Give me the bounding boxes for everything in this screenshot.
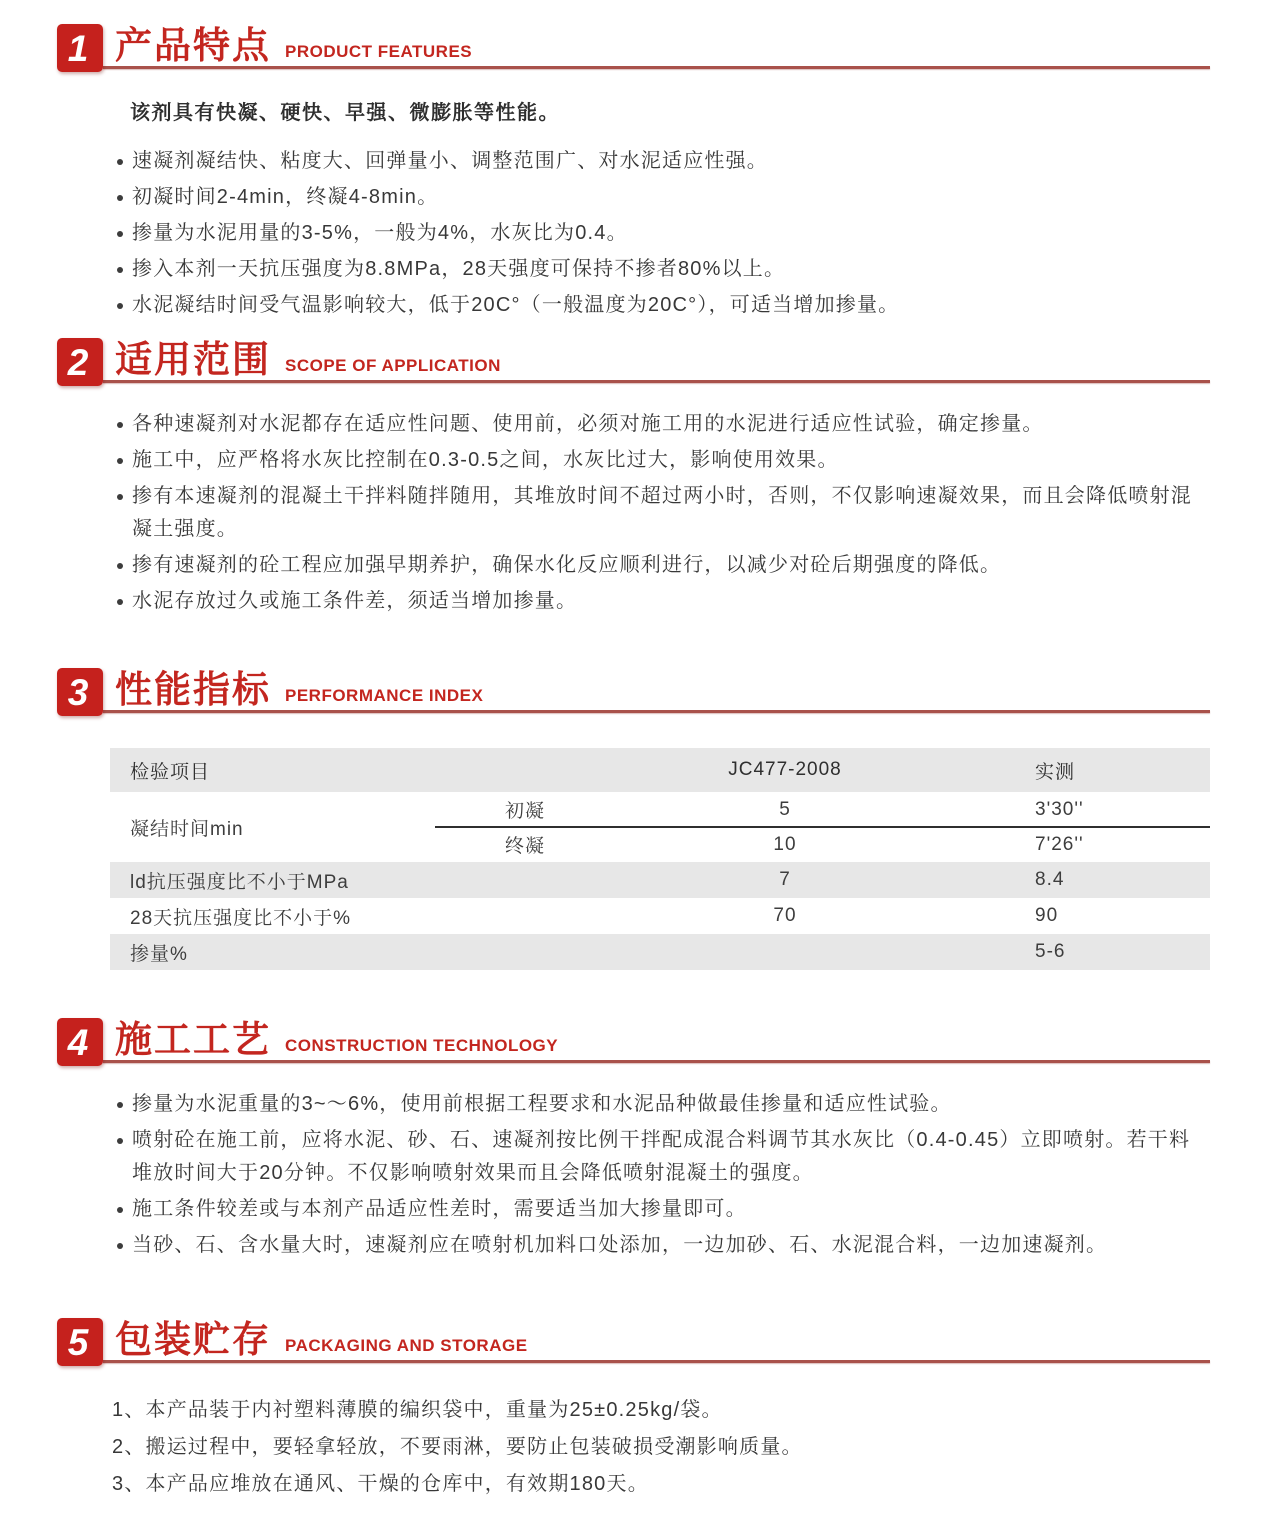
bullet-item: 水泥凝结时间受气温影响较大，低于20C°（一般温度为20C°），可适当增加掺量。 [115, 289, 1201, 322]
section-number-badge [57, 1018, 103, 1066]
bullet-item: 施工条件较差或与本剂产品适应性差时，需要适当加大掺量即可。 [115, 1193, 1201, 1226]
bullet-item: 喷射砼在施工前，应将水泥、砂、石、速凝剂按比例干拌配成混合料调节其水灰比（0.4-0.45）立即喷射。若干料堆放时间大于20分钟。不仅影响喷射效果而且会降低喷射混凝土的强度。 [115, 1124, 1201, 1190]
row-item: 28天抗压强度比不小于% [130, 907, 352, 929]
bullet-item: 各种速凝剂对水泥都存在适应性问题、使用前，必须对施工用的水泥进行适应性试验，确定掺量。 [115, 408, 1201, 441]
section-header [57, 338, 1210, 388]
bullet-item: 当砂、石、含水量大时，速凝剂应在喷射机加料口处添加，一边加砂、石、水泥混合料，一边加速凝剂。 [115, 1229, 1201, 1262]
subrow-standard: 10 [773, 833, 797, 855]
section-construction-technology [57, 1018, 1210, 1265]
section-title-zh: 性能指标 [115, 669, 271, 710]
table-header-row [110, 748, 1210, 792]
subrow-label: 初凝 [505, 801, 546, 822]
section-number-badge [57, 24, 103, 72]
row-standard: 70 [773, 905, 797, 926]
bullet-list [115, 1088, 1201, 1262]
header-titles [115, 1321, 528, 1358]
section-scope-of-application [57, 338, 1210, 621]
section-product-features [57, 24, 1210, 325]
section-title-zh: 产品特点 [115, 25, 271, 66]
header-measured: 实测 [1035, 761, 1076, 783]
table-subrow [480, 827, 1210, 862]
section-intro: 该剂具有快凝、硬快、早强、微膨胀等性能。 [130, 102, 560, 124]
section-number-badge [57, 338, 103, 386]
row-measured: 90 [1035, 905, 1059, 926]
table-row [110, 898, 1210, 934]
section-title-en: PRODUCT FEATURES [285, 42, 473, 61]
bullet-item: 初凝时间2-4min，终凝4-8min。 [115, 181, 1201, 214]
row-standard: 7 [779, 869, 791, 890]
header-item: 检验项目 [130, 761, 211, 783]
section-title-en: PACKAGING AND STORAGE [285, 1336, 528, 1355]
subrow-measured: 7'26'' [1035, 833, 1084, 855]
bullet-item: 掺有速凝剂的砼工程应加强早期养护，确保水化反应顺利进行，以减少对砼后期强度的降低。 [115, 549, 1201, 582]
subrow-standard: 5 [779, 798, 791, 820]
table-subrow [480, 792, 1210, 827]
section-header [57, 668, 1210, 718]
header-underline [103, 380, 1210, 383]
section-header [57, 24, 1210, 74]
section-title-zh: 包装贮存 [115, 1319, 271, 1360]
bullet-item: 掺量为水泥用量的3-5%，一般为4%，水灰比为0.4。 [115, 217, 1201, 250]
setting-time-label: 凝结时间min [130, 818, 244, 840]
section-number: 3 [67, 671, 89, 713]
section-packaging-and-storage [57, 1318, 1210, 1503]
numbered-item: 1、本产品装于内衬塑料薄膜的编织袋中，重量为25±0.25kg/袋。 [112, 1399, 723, 1421]
header-underline [103, 1060, 1210, 1063]
header-titles [115, 27, 472, 64]
header-titles [115, 671, 483, 708]
section-title-zh: 适用范围 [115, 339, 271, 380]
section-number: 5 [67, 1321, 89, 1363]
subrow-measured: 3'30'' [1035, 798, 1084, 820]
section-title-en: SCOPE OF APPLICATION [285, 356, 501, 375]
section-title-en: CONSTRUCTION TECHNOLOGY [285, 1036, 559, 1055]
row-item: 掺量% [130, 943, 188, 965]
bullet-item: 水泥存放过久或施工条件差，须适当增加掺量。 [115, 585, 1201, 618]
section-performance-index [57, 668, 1210, 970]
performance-table [110, 748, 1210, 970]
numbered-item: 2、搬运过程中，要轻拿轻放，不要雨淋，要防止包装破损受潮影响质量。 [112, 1436, 803, 1458]
header-titles [115, 341, 501, 378]
section-title-zh: 施工工艺 [115, 1019, 271, 1060]
table-row-setting-time [110, 792, 1210, 862]
section-header [57, 1318, 1210, 1368]
bullet-item: 速凝剂凝结快、粘度大、回弹量小、调整范围广、对水泥适应性强。 [115, 145, 1201, 178]
numbered-item: 3、本产品应堆放在通风、干燥的仓库中，有效期180天。 [112, 1473, 649, 1495]
section-number-badge [57, 668, 103, 716]
header-underline [103, 66, 1210, 69]
row-item: ld抗压强度比不小于MPa [130, 871, 349, 893]
section-header [57, 1018, 1210, 1068]
bullet-item: 掺有本速凝剂的混凝土干拌料随拌随用，其堆放时间不超过两小时，否则，不仅影响速凝效果，而且会降低喷射混凝土强度。 [115, 480, 1201, 546]
header-underline [103, 710, 1210, 713]
row-measured: 5-6 [1035, 941, 1066, 962]
subrow-divider [435, 826, 1210, 828]
section-number: 2 [67, 341, 89, 383]
section-number-badge [57, 1318, 103, 1366]
section-number: 4 [67, 1021, 89, 1063]
table-row [110, 862, 1210, 898]
bullet-list [115, 145, 1201, 322]
bullet-item: 施工中，应严格将水灰比控制在0.3-0.5之间，水灰比过大，影响使用效果。 [115, 444, 1201, 477]
numbered-list [112, 1392, 1210, 1503]
header-standard: JC477-2008 [728, 759, 842, 780]
row-measured: 8.4 [1035, 869, 1065, 890]
header-titles [115, 1021, 558, 1058]
bullet-list [115, 408, 1201, 618]
header-underline [103, 1360, 1210, 1363]
bullet-item: 掺量为水泥重量的3~～6%，使用前根据工程要求和水泥品种做最佳掺量和适应性试验。 [115, 1088, 1201, 1121]
section-title-en: PERFORMANCE INDEX [285, 686, 484, 705]
table-row [110, 934, 1210, 970]
subrow-label: 终凝 [505, 836, 546, 857]
bullet-item: 掺入本剂一天抗压强度为8.8MPa，28天强度可保持不掺者80%以上。 [115, 253, 1201, 286]
section-number: 1 [67, 27, 89, 69]
